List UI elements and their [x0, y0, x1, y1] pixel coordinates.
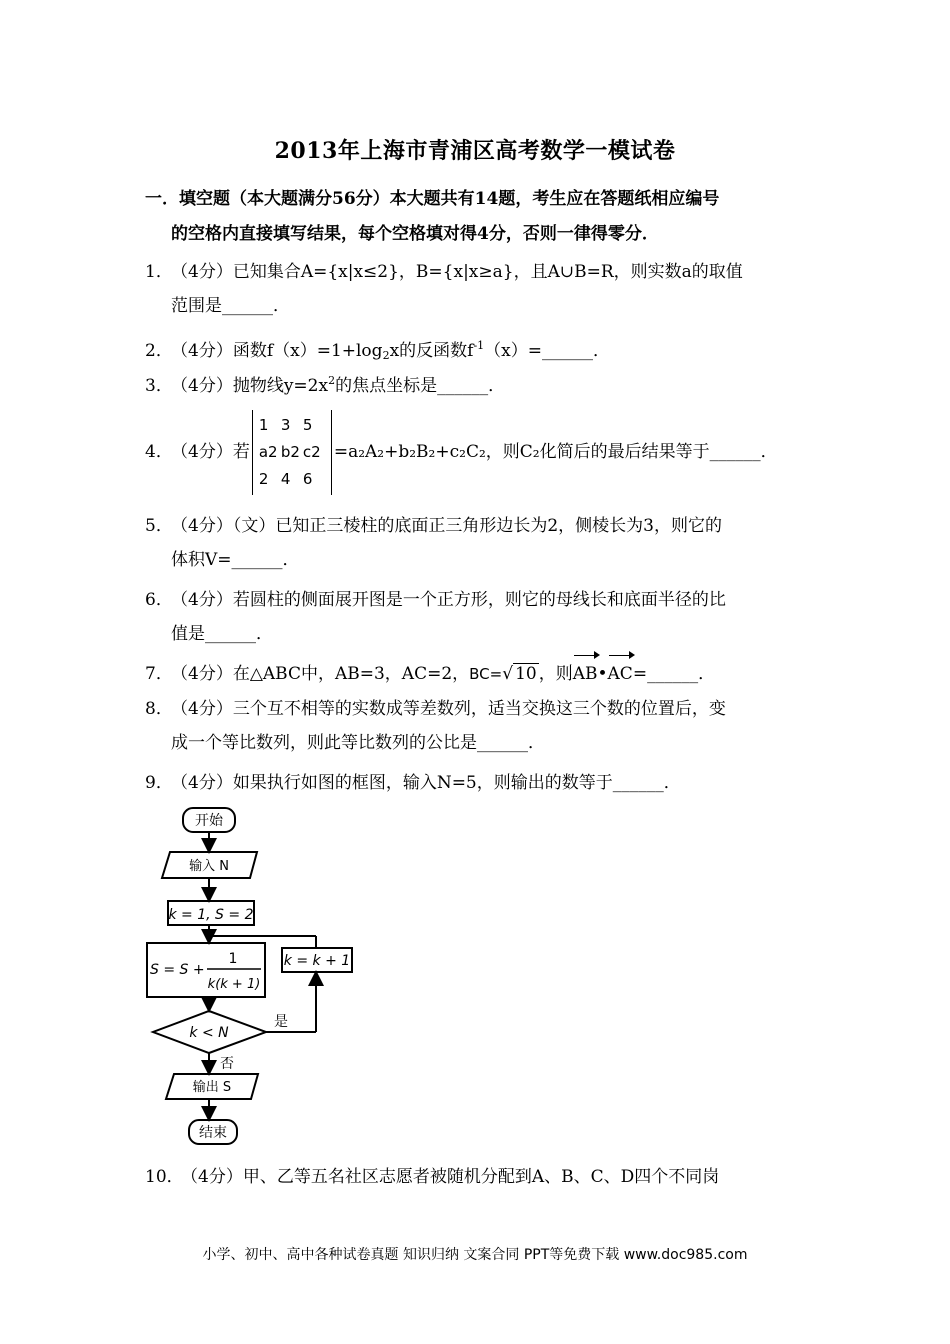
- question-number: 3．: [145, 376, 173, 396]
- question-text: 的焦点坐标是______．: [335, 376, 506, 396]
- fraction-denominator: k(k + 1): [207, 977, 261, 992]
- question-text: （x）=______．: [484, 341, 611, 361]
- section-heading-line2: 的空格内直接填写结果，每个空格填对得4分，否则一律得零分．: [171, 224, 659, 244]
- determinant: [252, 410, 332, 495]
- page-footer: 小学、初中、高中各种试卷真题 知识归纳 文案合同 PPT等免费下载 www.doc985.com: [202, 1247, 748, 1263]
- start-label: 开始: [195, 813, 223, 829]
- question-text: =______．: [632, 664, 716, 684]
- yes-label: 是: [274, 1014, 288, 1030]
- question-number: 7．: [145, 664, 173, 684]
- init-label: k = 1, S = 2: [168, 907, 254, 923]
- question-6: [145, 583, 810, 651]
- determinant-row: [259, 466, 325, 493]
- question-number: 5．: [145, 516, 173, 536]
- question-number: 8．: [145, 699, 173, 719]
- sqrt-sign: √: [502, 664, 514, 684]
- question-number: 9．: [145, 773, 173, 793]
- question-text: x的反函数f: [389, 341, 474, 361]
- question-text: （4分）（文）已知正三棱柱的底面正三角形边长为2，侧棱长为3，则它的: [171, 516, 722, 536]
- question-text: （4分）函数f（x）=1+log: [171, 341, 383, 361]
- no-label: 否: [220, 1056, 234, 1072]
- question-4: [145, 410, 810, 495]
- question-number: 4．: [145, 442, 173, 462]
- question-text: =a₂A₂+b₂B₂+c₂C₂，则C₂化简后的最后结果等于______．: [333, 442, 778, 462]
- update-s-label: S = S +: [150, 962, 205, 978]
- question-text-continued: 范围是______．: [171, 296, 290, 316]
- question-8: [145, 692, 810, 760]
- question-number: 2．: [145, 341, 173, 361]
- superscript: 2: [328, 374, 336, 387]
- question-number: 1．: [145, 262, 173, 282]
- det-cell: b2: [280, 443, 300, 461]
- increment-label: k = k + 1: [283, 953, 351, 969]
- condition-label: k < N: [189, 1025, 229, 1041]
- question-7: [145, 657, 810, 691]
- question-number: 10．: [145, 1167, 184, 1187]
- output-label: 输出 S: [192, 1080, 232, 1095]
- question-text: （4分）甲、乙等五名社区志愿者被随机分配到A、B、C、D四个不同岗: [181, 1167, 720, 1187]
- determinant-row: [259, 412, 325, 439]
- vector-ab: AB: [573, 657, 598, 691]
- question-text: ，则: [538, 664, 573, 684]
- det-cell: 6: [302, 470, 313, 488]
- flowchart: [140, 800, 370, 1150]
- question-1: [145, 255, 810, 323]
- det-cell: 3: [280, 416, 291, 434]
- det-cell: 5: [302, 416, 313, 434]
- question-text-continued: 体积V=______．: [171, 550, 300, 570]
- question-5: [145, 509, 810, 577]
- bc-label: BC=: [469, 665, 503, 683]
- question-text: （4分）如果执行如图的框图，输入N=5，则输出的数等于______．: [171, 773, 681, 793]
- question-text: （4分）若圆柱的侧面展开图是一个正方形，则它的母线长和底面半径的比: [171, 590, 726, 610]
- question-text: （4分）若: [171, 442, 250, 462]
- vector-ac: AC: [608, 657, 633, 691]
- radicand: 10: [515, 664, 537, 684]
- superscript: -1: [473, 339, 485, 352]
- fraction-numerator: 1: [228, 951, 238, 967]
- question-text: （4分）已知集合A={x|x≤2}，B={x|x≥a}，且A∪B=R，则实数a的取值: [171, 262, 743, 282]
- end-label: 结束: [199, 1125, 227, 1141]
- question-text-continued: 值是______．: [171, 624, 273, 644]
- section-heading-line1: 一．填空题（本大题满分56分）本大题共有14题，考生应在答题纸相应编号: [145, 189, 720, 209]
- question-text: （4分）抛物线y=2x: [171, 376, 329, 396]
- question-3: [145, 364, 810, 403]
- determinant-row: [259, 439, 325, 466]
- section-heading: [145, 182, 810, 252]
- page-title: 2013年上海市青浦区高考数学一模试卷: [274, 138, 676, 164]
- question-number: 6．: [145, 590, 173, 610]
- sqrt-expression: [502, 657, 538, 691]
- question-text-continued: 成一个等比数列，则此等比数列的公比是______．: [171, 733, 545, 753]
- det-cell: 2: [258, 470, 269, 488]
- dot-operator: •: [597, 664, 608, 684]
- det-cell: 1: [258, 416, 269, 434]
- input-label: 输入 N: [189, 859, 229, 874]
- det-cell: a2: [258, 443, 278, 461]
- question-10: [145, 1160, 810, 1194]
- question-text: （4分）三个互不相等的实数成等差数列，适当交换这三个数的位置后，变: [171, 699, 726, 719]
- det-cell: c2: [302, 443, 321, 461]
- det-cell: 4: [280, 470, 291, 488]
- subscript: 2: [382, 349, 390, 362]
- question-text: （4分）在△ABC中，AB=3，AC=2，: [171, 664, 470, 684]
- question-9: [145, 766, 810, 800]
